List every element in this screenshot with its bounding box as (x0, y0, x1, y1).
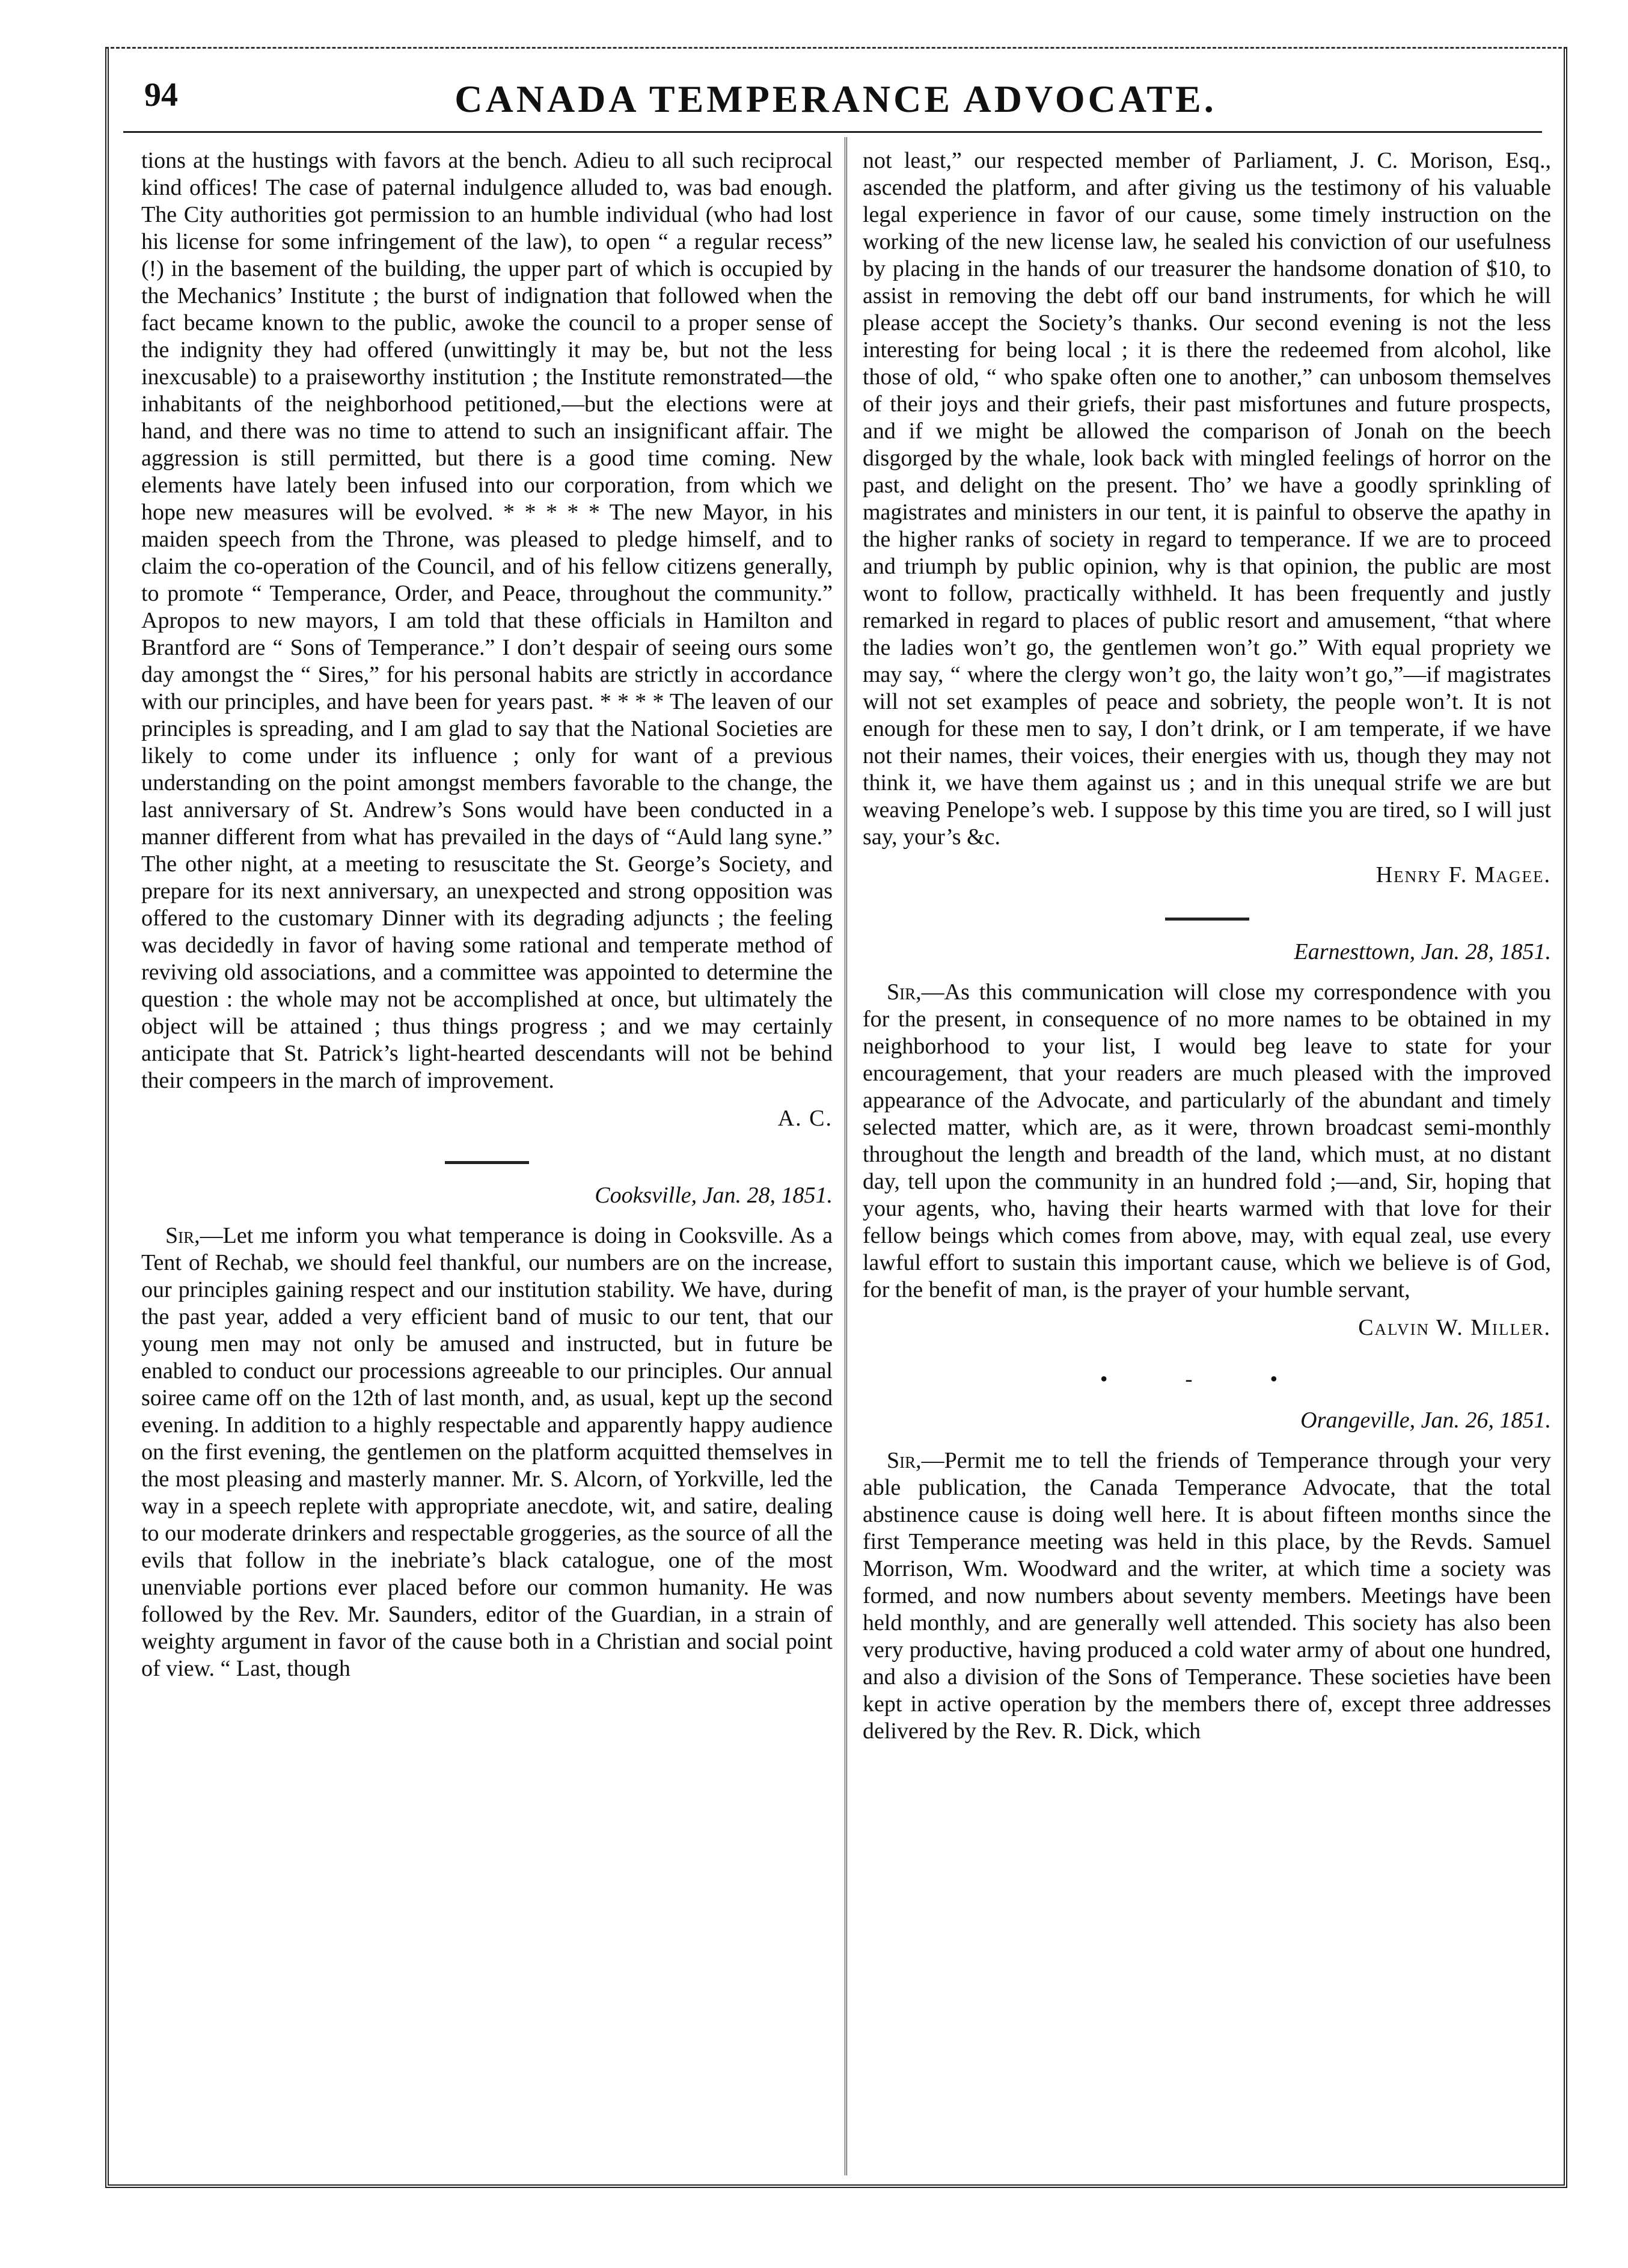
header-rule (123, 131, 1542, 133)
section-divider (1165, 918, 1249, 921)
page-header (132, 72, 1539, 126)
signature: Calvin W. Miller. (1358, 1315, 1551, 1340)
signature: Henry F. Magee. (1376, 862, 1551, 887)
letter-body (141, 1222, 833, 1682)
letter-text: —As this communication will close my correspondence with you for the present, in consequence of no more names to be obtained in my neighborhood to your list, I would beg leave to state for your encouragement, that your readers are much pleased with the improved appearance of the Advocate, and particularly of the abundant and timely selected matter, which are, as it were, thrown broadcast semi-monthly throughout the length and breadth of the land, which must, at no distant day, tell upon the community in an hundred fold ;—and, Sir, hoping that your agents, who, having their hearts warmed with that love for their fellow beings which comes from above, may, with equal zeal, use every lawful effort to sustain this important cause, which we believe is of God, for the benefit of man, is the prayer of your humble servant, (863, 979, 1551, 1302)
column-divider (845, 137, 847, 2175)
letter-body (863, 1447, 1551, 1745)
dateline: Cooksville, Jan. 28, 1851. (595, 1183, 833, 1208)
letter-text: —Permit me to tell the friends of Temperance through your very able publication, the Canada Temperance Advocate, that the total abstinence cause is doing well here. It is about fifteen months since the first Temperance meeting was held in this place, by the Revds. Samuel Morrison, Wm. Woodward and the writer, at which time a society was formed, and now numbers about seventy members. Meetings have been held monthly, and are generally well attended. This society has also been very productive, having produced a cold water army of about one hundred, and also a division of the Sons of Temperance. These societies have been kept in active operation by the members there of, except three addresses delivered by the Rev. R. Dick, which (863, 1448, 1551, 1744)
running-title: CANADA TEMPERANCE ADVOCATE. (454, 78, 1217, 120)
dateline: Orangeville, Jan. 26, 1851. (1300, 1408, 1551, 1433)
left-column (141, 147, 833, 2174)
salutation: Sir, (887, 1448, 922, 1473)
salutation: Sir, (887, 979, 922, 1005)
letter-continuation: not least,” our respected member of Parliament, J. C. Morison, Esq., ascended the platform, and after giving us the testimony of his valuable legal experience in favor of our cause, some timely instruction on the working of the new license law, he sealed his conviction of our usefulness by placing in the hands of our treasurer the handsome donation of $10, to assist in removing the debt off our band instruments, for which he will please accept the Society’s thanks. Our second evening is not the less interesting for being local ; it is there the redeemed from alcohol, like those of old, “ who spake often one to another,” can unbosom themselves of their joys and their griefs, their past misfortunes and future prospects, and if we might be allowed the comparison of Jonah on the beech disgorged by the whale, look back with mingled feelings of horror on the past, and delight on the present. Tho’ we have a goodly sprinkling of magistrates and ministers in our tent, it is painful to observe the apathy in the higher ranks of society in regard to temperance. If we are to proceed and triumph by public opinion, why is that opinion, the public are most wont to follow, practically withheld. It has been frequently and justly remarked in regard to places of public resort and amusement, “that where the ladies won’t go, the gentlemen won’t go.” With equal propriety we may say, “ where the clergy won’t go, the laity won’t go,”—if magistrates will not set examples of peace and sobriety, the people won’t. It is not enough for these men to say, I don’t drink, or I am temperate, if we have not their names, their voices, their energies with us, though they may not think it, we have them against us ; and in this unequal strife we are but weaving Penelope’s web. I suppose by this time you are tired, so I will just say, your’s &c. (863, 148, 1551, 850)
letter-body (863, 979, 1551, 1304)
letter-text: —Let me inform you what temperance is doing in Cooksville. As a Tent of Rechab, we should feel thankful, our numbers are on the increase, our principles gaining respect and our institution stability. We have, during the past year, added a very efficient band of music to our tent, that our young men may not only be amused and instructed, but in future be enabled to conduct our processions agreeable to our principles. Our annual soiree came off on the 12th of last month, and, as usual, kept up the second evening. In addition to a highly respectable and apparently happy audience on the first evening, the gentlemen on the platform acquitted themselves in the most pleasing and masterly manner. Mr. S. Alcorn, of Yorkville, led the way in a speech replete with appropriate anecdote, wit, and satire, dealing to our moderate drinkers and respectable groggeries, as the source of all the evils that follow in the inebriate’s black catalogue, one of the most unenviable portions ever placed before our common humanity. He was followed by the Rev. Mr. Saunders, editor of the Guardian, in a strain of weighty argument in favor of the cause both in a Christian and social point of view. “ Last, though (141, 1223, 833, 1681)
right-column (863, 147, 1551, 2174)
page-number: 94 (144, 76, 178, 114)
salutation: Sir, (165, 1223, 200, 1248)
dateline: Earnesttown, Jan. 28, 1851. (1294, 939, 1551, 964)
letter-continuation: tions at the hustings with favors at the bench. Adieu to all such reciprocal kind offices! The case of paternal indulgence alluded to, was bad enough. The City authorities got permission to an humble individual (who had lost his license for some infringement of the law), to open “ a regular recess” (!) in the basement of the building, the upper part of which is occupied by the Mechanics’ Institute ; the burst of indignation that followed when the fact became known to the public, awoke the council to a proper sense of the indignity they had offered (unwittingly it may be, but not the less inexcusable) to a praiseworthy institution ; the Institute remonstrated—the inhabitants of the neighborhood petitioned,—but the elections were at hand, and there was no time to attend to such an insignificant affair. The aggression is still permitted, but there is a good time coming. New elements have lately been infused into our corporation, from which we hope new measures will be evolved. * * * * * The new Mayor, in his maiden speech from the Throne, was pleased to pledge himself, and to claim the co-operation of the Council, and of his fellow citizens generally, to promote “ Temperance, Order, and Peace, throughout the community.” Apropos to new mayors, I am told that these officials in Hamilton and Brantford are “ Sons of Temperance.” I don’t despair of seeing ours some day amongst the “ Sires,” for his personal habits are strictly in accordance with our principles, and have been for years past. * * * * The leaven of our principles is spreading, and I am glad to say that the National Societies are likely to come under its influence ; only for want of a previous understanding on the point amongst members favorable to the change, the last anniversary of St. Andrew’s Sons would have been conducted in a manner different from what has prevailed in the days of “Auld lang syne.” The other night, at a meeting to resuscitate the St. George’s Society, and prepare for its next anniversary, an unexpected and strong opposition was offered to the customary Dinner with its degrading adjuncts ; the feeling was decidedly in favor of having some rational and temperate method of reviving old associations, and a committee was appointed to determine the question : the whole may not be accomplished at once, but ultimately the object will be attained ; thus things progress ; and we may certainly anticipate that St. Patrick’s light-hearted descendants will not be behind their compeers in the march of improvement. (141, 148, 833, 1093)
signature: A. C. (777, 1106, 833, 1131)
section-divider (445, 1161, 529, 1164)
ornament-separator: • - • (1100, 1367, 1314, 1391)
